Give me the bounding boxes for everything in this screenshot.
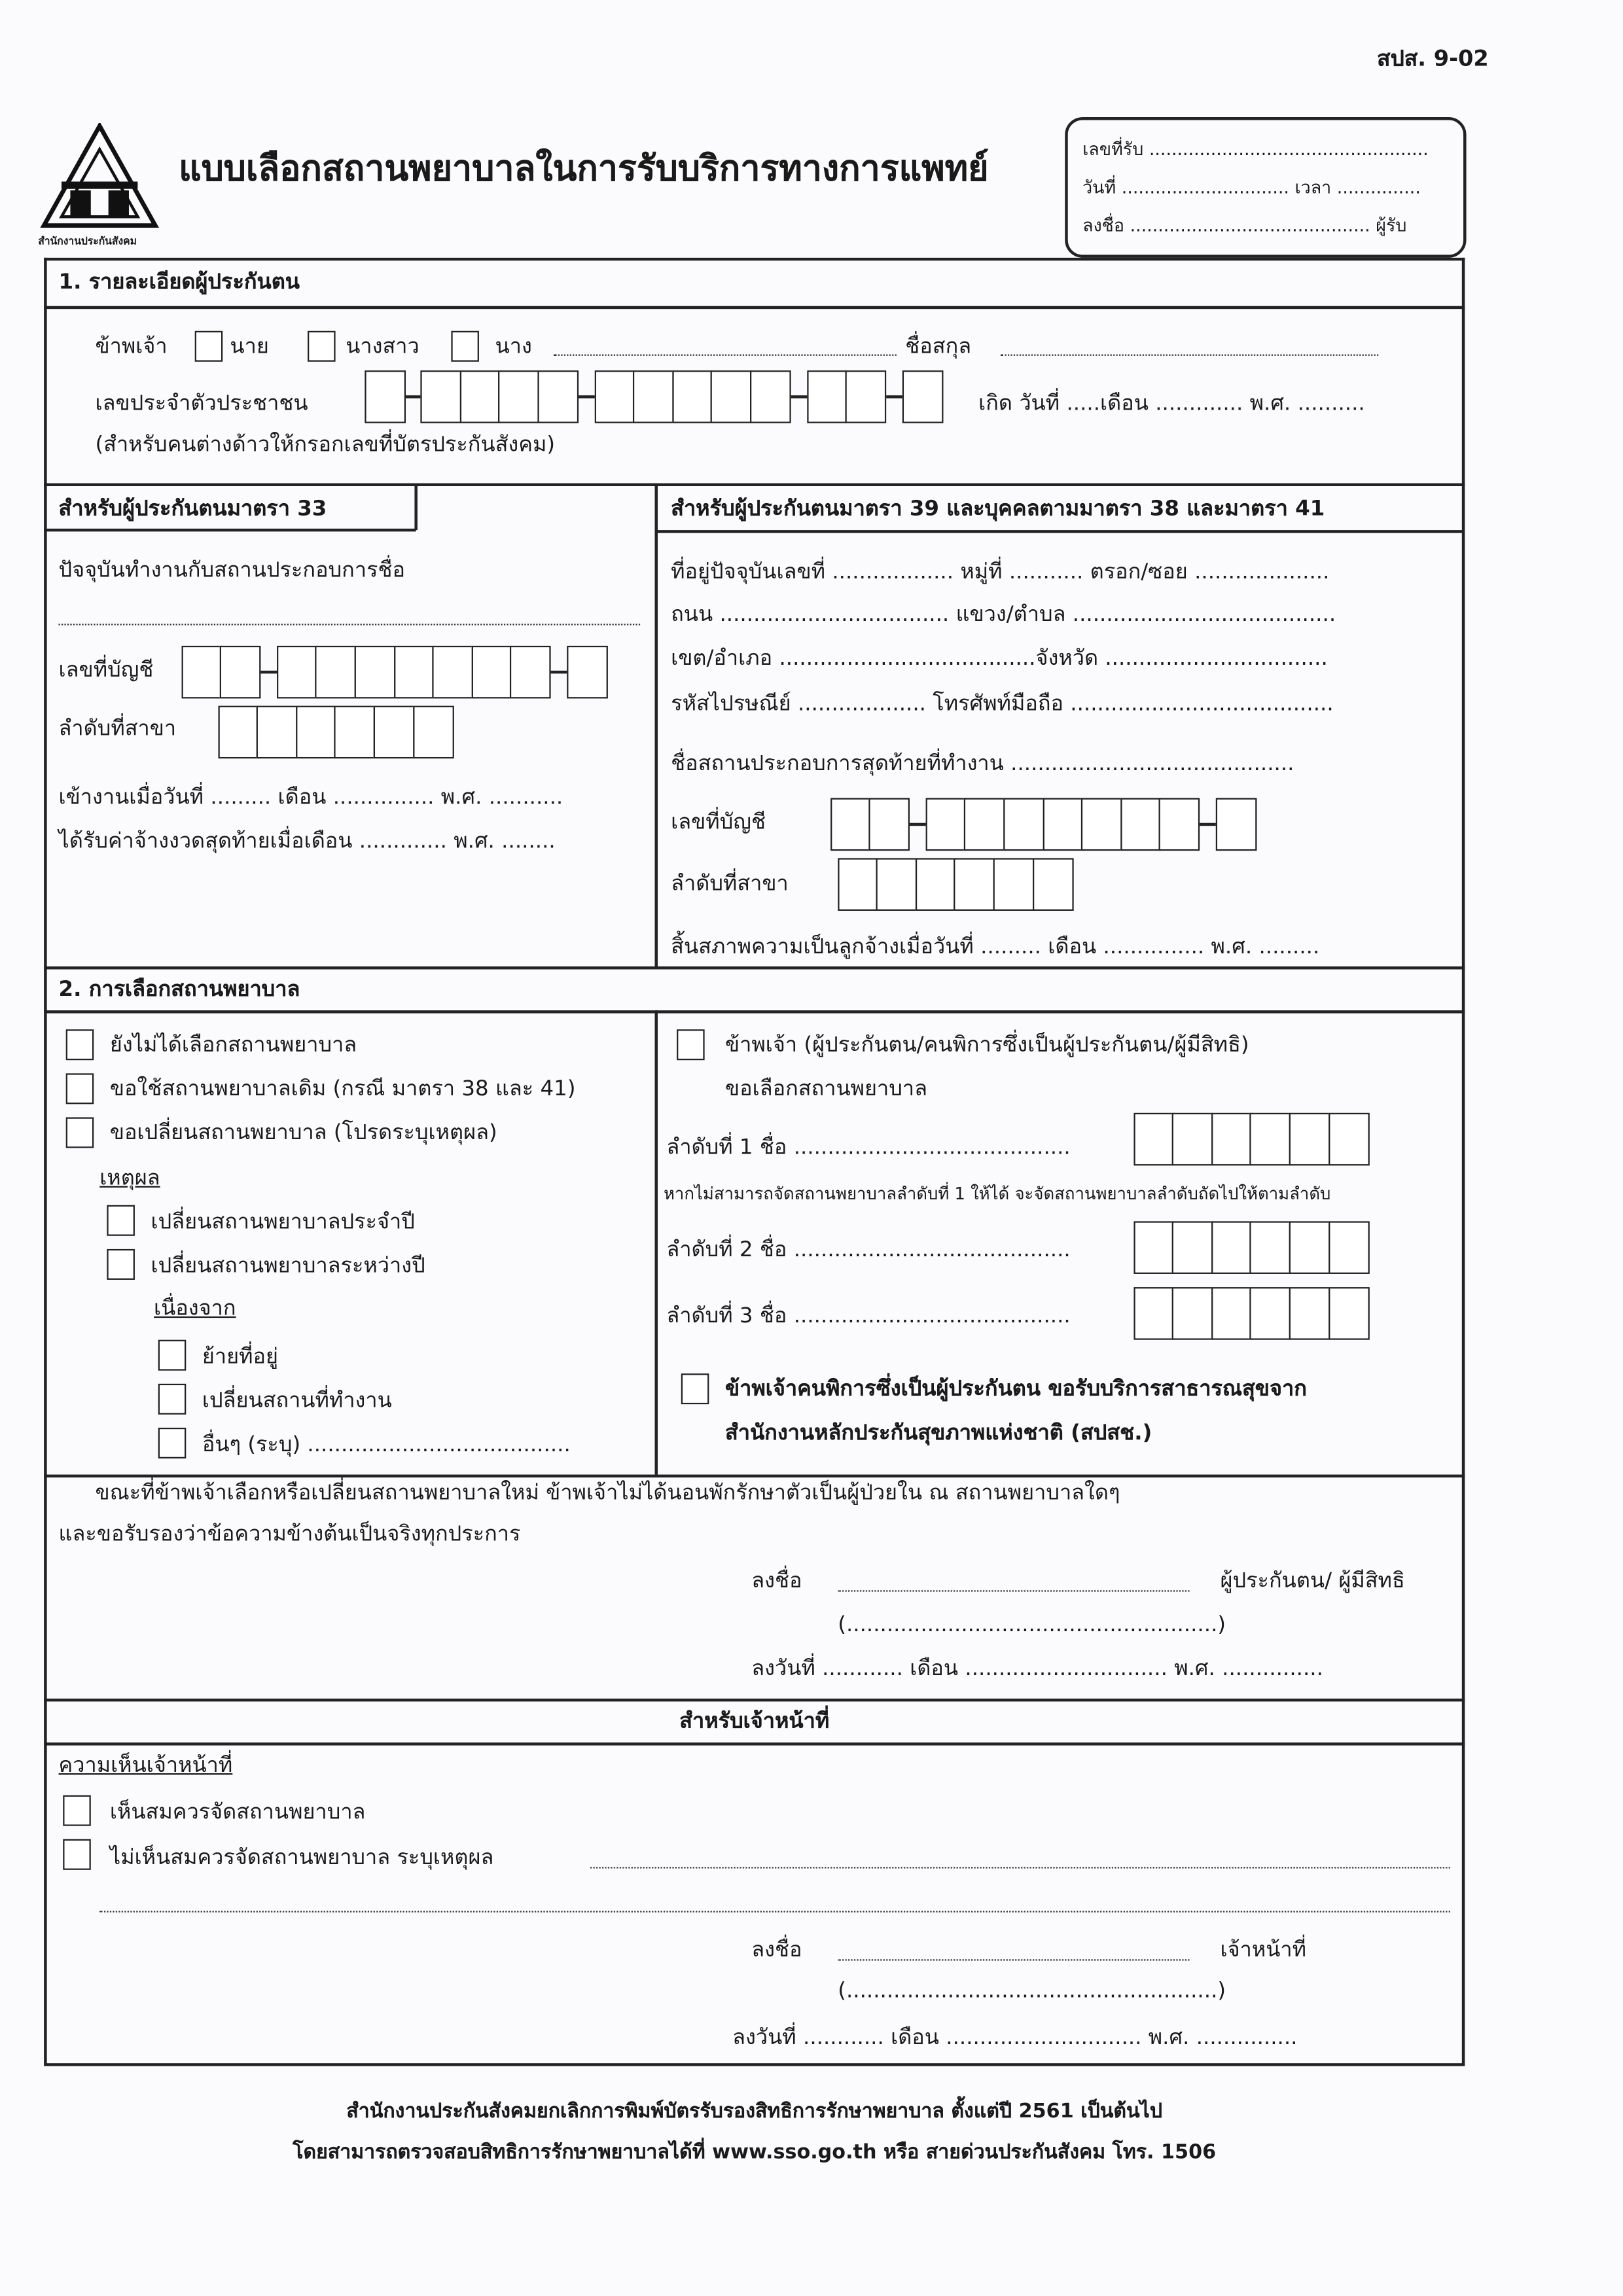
choose-hospital-label: ขอเลือกสถานพยาบาล bbox=[724, 1078, 927, 1101]
title-miss-label: นางสาว bbox=[346, 335, 419, 359]
digit-cell[interactable] bbox=[433, 646, 474, 699]
applicant-name-field[interactable]: (.......................................................) bbox=[838, 1614, 1226, 1637]
change-hospital-label: ขอเปลี่ยนสถานพยาบาล (โปรดระบุเหตุผล) bbox=[109, 1122, 497, 1146]
digit-group bbox=[809, 370, 887, 423]
digit-cell[interactable] bbox=[1133, 1287, 1175, 1340]
hospital-rank1-boxes[interactable] bbox=[1135, 1113, 1369, 1166]
digit-cell[interactable] bbox=[412, 706, 454, 759]
digit-cell[interactable] bbox=[220, 646, 261, 699]
footer-notice: สำนักงานประกันสังคมยกเลิกการพิมพ์บัตรรับรองสิทธิการรักษาพยาบาล ตั้งแต่ปี 2561 เป็นต้นไป bbox=[346, 2100, 1163, 2123]
applicant-date-field[interactable]: ลงวันที่ ............ เดือน .............................. พ.ศ. ............... bbox=[751, 1657, 1323, 1682]
surname-field[interactable] bbox=[1001, 355, 1378, 356]
officer-role: เจ้าหน้าที่ bbox=[1220, 1938, 1307, 1962]
digit-cell[interactable] bbox=[1211, 1221, 1253, 1274]
digit-cell[interactable] bbox=[711, 370, 753, 423]
digit-cell[interactable] bbox=[1043, 798, 1084, 851]
title-miss-checkbox[interactable] bbox=[308, 331, 336, 362]
digit-cell[interactable] bbox=[499, 370, 540, 423]
digit-cell[interactable] bbox=[1250, 1113, 1291, 1166]
officer-date-field[interactable]: ลงวันที่ ............ เดือน ............................. พ.ศ. ............... bbox=[732, 2026, 1298, 2051]
s33-header: สำหรับผู้ประกันตนมาตรา 33 bbox=[58, 497, 327, 521]
rank-note: หากไม่สามารถจัดสถานพยาบาลลำดับที่ 1 ให้ได้ จะจัดสถานพยาบาลลำดับถัดไปให้ตามลำดับ bbox=[663, 1183, 1331, 1204]
insured-checkbox[interactable] bbox=[677, 1029, 705, 1060]
s33-branch-label: ลำดับที่สาขา bbox=[58, 717, 177, 741]
because-other-checkbox[interactable] bbox=[158, 1428, 187, 1458]
surname-label: ชื่อสกุล bbox=[905, 335, 972, 359]
disabled-nhso-label: ข้าพเจ้าคนพิการซึ่งเป็นผู้ประกันตน ขอรับบริการสาธารณสุขจาก bbox=[724, 1377, 1307, 1402]
disabled-nhso-checkbox[interactable] bbox=[681, 1373, 709, 1404]
keep-hospital-checkbox[interactable] bbox=[66, 1073, 94, 1104]
digit-cell[interactable] bbox=[750, 370, 791, 423]
first-name-field[interactable] bbox=[554, 355, 897, 356]
because-heading: เนื่องจาก bbox=[154, 1297, 236, 1321]
end-date-field[interactable]: สิ้นสภาพความเป็นลูกจ้างเมื่อวันที่ ......... เดือน ............... พ.ศ. ......... bbox=[671, 936, 1320, 959]
digit-cell[interactable] bbox=[459, 370, 501, 423]
digit-cell[interactable] bbox=[315, 646, 357, 699]
receipt-signature[interactable]: ลงชื่อ ........................................... ผู้รับ bbox=[1082, 215, 1407, 236]
foreigner-note: (สำหรับคนต่างด้าวให้กรอกเลขที่บัตรประกันสังคม) bbox=[95, 433, 556, 457]
page-title: แบบเลือกสถานพยาบาลในการรับบริการทางการแพทย์ bbox=[179, 148, 989, 189]
birth-date-field[interactable]: เกิด วันที่ .....เดือน ............. พ.ศ. .......... bbox=[978, 392, 1365, 416]
digit-group bbox=[1135, 1287, 1369, 1340]
hospital-rank2-boxes[interactable] bbox=[1135, 1221, 1369, 1274]
digit-group bbox=[832, 798, 910, 851]
digit-cell[interactable] bbox=[1081, 798, 1122, 851]
title-mr-label: นาย bbox=[230, 335, 269, 359]
hospital-rank2-field[interactable]: ลำดับที่ 2 ชื่อ ......................................... bbox=[666, 1239, 1071, 1263]
digit-group bbox=[220, 706, 454, 759]
digit-group bbox=[279, 646, 552, 699]
i-label: ข้าพเจ้า bbox=[95, 335, 168, 359]
not-chosen-label: ยังไม่ได้เลือกสถานพยาบาล bbox=[109, 1033, 357, 1057]
digit-cell[interactable] bbox=[1003, 798, 1044, 851]
digit-cell[interactable] bbox=[471, 646, 512, 699]
because-work-label: เปลี่ยนสถานที่ทำงาน bbox=[202, 1389, 392, 1413]
digit-cell[interactable] bbox=[672, 370, 713, 423]
applicant-sign-label: ลงชื่อ bbox=[751, 1570, 802, 1593]
officer-reason-field[interactable] bbox=[590, 1867, 1450, 1868]
hospital-rank3-boxes[interactable] bbox=[1135, 1287, 1369, 1340]
digit-cell[interactable] bbox=[538, 370, 579, 423]
digit-cell[interactable] bbox=[1032, 858, 1073, 911]
digit-cell[interactable] bbox=[876, 858, 918, 911]
form-code: สปส. 9-02 bbox=[1377, 45, 1489, 72]
digit-cell[interactable] bbox=[277, 646, 318, 699]
officer-agree-label: เห็นสมควรจัดสถานพยาบาล bbox=[109, 1801, 366, 1825]
digit-cell[interactable] bbox=[954, 858, 995, 911]
digit-cell[interactable] bbox=[1133, 1113, 1175, 1166]
officer-reason-field-2[interactable] bbox=[99, 1911, 1450, 1912]
citizen-id-label: เลขประจำตัวประชาชน bbox=[95, 392, 308, 416]
digit-group bbox=[1218, 798, 1257, 851]
digit-cell[interactable] bbox=[830, 798, 871, 851]
section2-header: 2. การเลือกสถานพยาบาล bbox=[58, 978, 300, 1002]
digit-group bbox=[596, 370, 791, 423]
officer-name-field[interactable]: (.......................................................) bbox=[838, 1979, 1226, 2004]
digit-cell[interactable] bbox=[807, 370, 848, 423]
digit-cell[interactable] bbox=[1172, 1221, 1213, 1274]
officer-disagree-checkbox[interactable] bbox=[63, 1839, 91, 1870]
digit-group bbox=[366, 370, 406, 423]
officer-opinion-heading: ความเห็นเจ้าหน้าที่ bbox=[58, 1754, 233, 1778]
officer-disagree-label: ไม่เห็นสมควรจัดสถานพยาบาล ระบุเหตุผล bbox=[109, 1846, 494, 1870]
footer-contact: โดยสามารถตรวจสอบสิทธิการรักษาพยาบาลได้ที่ www.sso.go.th หรือ สายด่วนประกันสังคม โทร. 1506 bbox=[293, 2140, 1217, 2164]
because-work-checkbox[interactable] bbox=[158, 1384, 187, 1415]
digit-cell[interactable] bbox=[1133, 1221, 1175, 1274]
digit-cell[interactable] bbox=[1211, 1113, 1253, 1166]
digit-cell[interactable] bbox=[902, 370, 944, 423]
start-date-field[interactable]: เข้างานเมื่อวันที่ ......... เดือน ............... พ.ศ. ........... bbox=[58, 786, 563, 810]
digit-cell[interactable] bbox=[296, 706, 337, 759]
officer-signature-field[interactable] bbox=[838, 1959, 1189, 1960]
digit-cell[interactable] bbox=[1120, 798, 1162, 851]
not-chosen-checkbox[interactable] bbox=[66, 1029, 94, 1060]
logo-caption: สำนักงานประกันสังคม bbox=[38, 236, 137, 248]
digit-cell[interactable] bbox=[510, 646, 552, 699]
citizen-id-boxes[interactable] bbox=[366, 370, 944, 423]
reason-annual-label: เปลี่ยนสถานพยาบาลประจำปี bbox=[151, 1210, 415, 1235]
s39-branch-label: ลำดับที่สาขา bbox=[671, 872, 789, 896]
digit-cell[interactable] bbox=[925, 798, 967, 851]
digit-cell[interactable] bbox=[916, 858, 957, 911]
s33-account-label: เลขที่บัญชี bbox=[58, 659, 154, 682]
s33-branch-boxes[interactable] bbox=[220, 706, 454, 759]
digit-group bbox=[423, 370, 579, 423]
digit-cell[interactable] bbox=[334, 706, 376, 759]
reason-heading: เหตุผล bbox=[99, 1167, 160, 1191]
receipt-number[interactable]: เลขที่รับ .................................................. bbox=[1082, 139, 1429, 160]
digit-cell[interactable] bbox=[421, 370, 462, 423]
employer-field[interactable] bbox=[59, 624, 641, 625]
digit-cell[interactable] bbox=[1289, 1287, 1330, 1340]
digit-cell[interactable] bbox=[1289, 1221, 1330, 1274]
digit-cell[interactable] bbox=[1328, 1221, 1369, 1274]
s39-branch-boxes[interactable] bbox=[840, 858, 1073, 911]
digit-cell[interactable] bbox=[993, 858, 1035, 911]
officer-agree-checkbox[interactable] bbox=[63, 1795, 91, 1826]
digit-group bbox=[1135, 1113, 1369, 1166]
declaration-text: ขณะที่ข้าพเจ้าเลือกหรือเปลี่ยนสถานพยาบาลใหม่ ข้าพเจ้าไม่ได้นอนพักรักษาตัวเป็นผู้ป่วยใน ณ สถานพยาบาลใดๆ bbox=[95, 1481, 1120, 1506]
digit-group bbox=[840, 858, 1073, 911]
title-mr-checkbox[interactable] bbox=[195, 331, 223, 362]
digit-cell[interactable] bbox=[364, 370, 405, 423]
digit-cell[interactable] bbox=[355, 646, 396, 699]
last-wage-field[interactable]: ได้รับค่าจ้างงวดสุดท้ายเมื่อเดือน ............. พ.ศ. ........ bbox=[58, 830, 556, 854]
title-mrs-checkbox[interactable] bbox=[451, 331, 479, 362]
last-employer-field[interactable]: ชื่อสถานประกอบการสุดท้ายที่ทำงาน .......................................... bbox=[671, 752, 1294, 777]
digit-cell[interactable] bbox=[181, 646, 223, 699]
reason-annual-checkbox[interactable] bbox=[107, 1205, 135, 1236]
s39-header: สำหรับผู้ประกันตนมาตรา 39 และบุคคลตามมาตรา 38 และมาตรา 41 bbox=[671, 497, 1325, 521]
digit-cell[interactable] bbox=[374, 706, 415, 759]
digit-cell[interactable] bbox=[594, 370, 635, 423]
digit-cell[interactable] bbox=[1328, 1113, 1369, 1166]
disabled-nhso-label-2: สำนักงานหลักประกันสุขภาพแห่งชาติ (สปสช.) bbox=[724, 1422, 1152, 1445]
digit-cell[interactable] bbox=[1289, 1113, 1330, 1166]
because-move-checkbox[interactable] bbox=[158, 1340, 187, 1371]
road-field[interactable]: ถนน .................................. แขวง/ตำบล ....................................... bbox=[671, 603, 1336, 627]
digit-cell[interactable] bbox=[567, 646, 608, 699]
sso-logo bbox=[38, 123, 161, 246]
digit-group bbox=[1135, 1221, 1369, 1274]
digit-cell[interactable] bbox=[846, 370, 887, 423]
hospital-rank1-field[interactable]: ลำดับที่ 1 ชื่อ ......................................... bbox=[666, 1136, 1071, 1160]
because-other-field[interactable]: อื่นๆ (ระบุ) ....................................... bbox=[202, 1433, 571, 1457]
digit-cell[interactable] bbox=[1172, 1287, 1213, 1340]
s39-account-label: เลขที่บัญชี bbox=[671, 811, 766, 835]
officer-sign-label: ลงชื่อ bbox=[751, 1938, 802, 1962]
address-field[interactable]: ที่อยู่ปัจจุบันเลขที่ .................. หมู่ที่ ........... ตรอก/ซอย .................... bbox=[671, 561, 1330, 584]
insured-label: ข้าพเจ้า (ผู้ประกันตน/คนพิการซึ่งเป็นผู้ประกันตน/ผู้มีสิทธิ) bbox=[724, 1033, 1249, 1057]
hospital-rank3-field[interactable]: ลำดับที่ 3 ชื่อ ......................................... bbox=[666, 1304, 1071, 1328]
digit-cell[interactable] bbox=[1250, 1221, 1291, 1274]
digit-group bbox=[183, 646, 261, 699]
change-hospital-checkbox[interactable] bbox=[66, 1118, 94, 1148]
district-field[interactable]: เขต/อำเภอ ......................................จังหวัด ................................. bbox=[671, 647, 1328, 671]
digit-cell[interactable] bbox=[837, 858, 878, 911]
keep-hospital-label: ขอใช้สถานพยาบาลเดิม (กรณี มาตรา 38 และ 41) bbox=[109, 1078, 576, 1101]
receipt-box bbox=[1065, 117, 1466, 258]
employer-label: ปัจจุบันทำงานกับสถานประกอบการชื่อ bbox=[58, 559, 405, 583]
digit-cell[interactable] bbox=[218, 706, 259, 759]
digit-cell[interactable] bbox=[869, 798, 910, 851]
title-mrs-label: นาง bbox=[495, 335, 532, 359]
s33-account-boxes[interactable] bbox=[183, 646, 608, 699]
postal-phone-field[interactable]: รหัสไปรษณีย์ ................... โทรศัพท์มือถือ ....................................... bbox=[671, 692, 1334, 716]
because-move-label: ย้ายที่อยู่ bbox=[202, 1345, 279, 1369]
digit-cell[interactable] bbox=[1216, 798, 1257, 851]
applicant-signature-field[interactable] bbox=[838, 1590, 1189, 1591]
digit-group bbox=[569, 646, 609, 699]
officer-header: สำหรับเจ้าหน้าที่ bbox=[679, 1710, 830, 1734]
applicant-role: ผู้ประกันตน/ ผู้มีสิทธิ bbox=[1220, 1570, 1405, 1593]
digit-cell[interactable] bbox=[633, 370, 675, 423]
digit-cell[interactable] bbox=[1328, 1287, 1369, 1340]
digit-cell[interactable] bbox=[1211, 1287, 1253, 1340]
digit-cell[interactable] bbox=[1160, 798, 1201, 851]
reason-midyear-checkbox[interactable] bbox=[107, 1249, 135, 1280]
digit-cell[interactable] bbox=[1250, 1287, 1291, 1340]
digit-cell[interactable] bbox=[1172, 1113, 1213, 1166]
declaration-text-2: และขอรับรองว่าข้อความข้างต้นเป็นจริงทุกประการ bbox=[58, 1523, 521, 1547]
receipt-date-time[interactable]: วันที่ .............................. เวลา ............... bbox=[1082, 177, 1421, 198]
s39-account-boxes[interactable] bbox=[832, 798, 1257, 851]
digit-group bbox=[927, 798, 1200, 851]
digit-cell[interactable] bbox=[965, 798, 1006, 851]
digit-group bbox=[904, 370, 944, 423]
reason-midyear-label: เปลี่ยนสถานพยาบาลระหว่างปี bbox=[151, 1254, 425, 1279]
section1-header: 1. รายละเอียดผู้ประกันตน bbox=[58, 271, 300, 294]
digit-cell[interactable] bbox=[257, 706, 298, 759]
digit-cell[interactable] bbox=[393, 646, 435, 699]
